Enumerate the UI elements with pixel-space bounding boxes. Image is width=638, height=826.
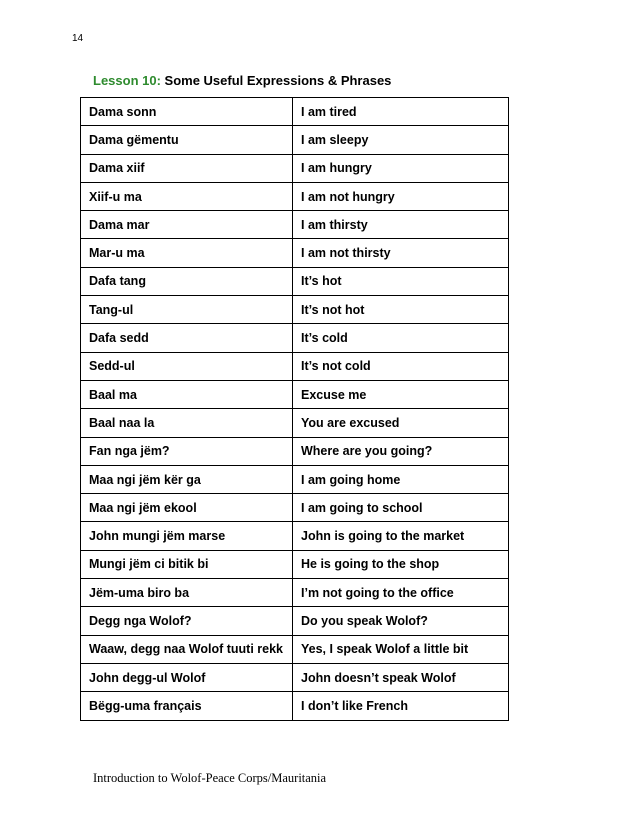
table-row <box>81 437 509 465</box>
wolof-phrase-cell: Maa ngi jëm kër ga <box>81 465 293 493</box>
english-translation-cell: John doesn’t speak Wolof <box>293 663 509 691</box>
english-translation-cell: It’s not hot <box>293 296 509 324</box>
wolof-phrase-cell: Bëgg-uma français <box>81 692 293 720</box>
table-row <box>81 296 509 324</box>
english-translation-cell: John is going to the market <box>293 522 509 550</box>
table-row <box>81 579 509 607</box>
wolof-phrase-cell: Mungi jëm ci bitik bi <box>81 550 293 578</box>
english-translation-cell: Yes, I speak Wolof a little bit <box>293 635 509 663</box>
table-row <box>81 692 509 720</box>
wolof-phrase-cell: Baal ma <box>81 380 293 408</box>
english-translation-cell: You are excused <box>293 409 509 437</box>
english-translation-cell: It’s hot <box>293 267 509 295</box>
table-row <box>81 380 509 408</box>
wolof-phrase-cell: Dafa tang <box>81 267 293 295</box>
table-row <box>81 663 509 691</box>
table-row <box>81 352 509 380</box>
table-row <box>81 607 509 635</box>
table-row <box>81 239 509 267</box>
english-translation-cell: I am going home <box>293 465 509 493</box>
english-translation-cell: I am tired <box>293 98 509 126</box>
table-row <box>81 409 509 437</box>
table-row <box>81 522 509 550</box>
english-translation-cell: I’m not going to the office <box>293 579 509 607</box>
table-row <box>81 465 509 493</box>
wolof-phrase-cell: Sedd-ul <box>81 352 293 380</box>
phrases-table <box>80 97 509 721</box>
english-translation-cell: It’s cold <box>293 324 509 352</box>
table-row <box>81 324 509 352</box>
wolof-phrase-cell: John mungi jëm marse <box>81 522 293 550</box>
wolof-phrase-cell: Dafa sedd <box>81 324 293 352</box>
english-translation-cell: I am hungry <box>293 154 509 182</box>
wolof-phrase-cell: Jëm-uma biro ba <box>81 579 293 607</box>
wolof-phrase-cell: Tang-ul <box>81 296 293 324</box>
wolof-phrase-cell: Degg nga Wolof? <box>81 607 293 635</box>
english-translation-cell: I don’t like French <box>293 692 509 720</box>
english-translation-cell: It’s not cold <box>293 352 509 380</box>
phrases-table-body <box>81 98 509 721</box>
wolof-phrase-cell: Baal naa la <box>81 409 293 437</box>
page-footer: Introduction to Wolof-Peace Corps/Mauritania <box>93 771 327 785</box>
lesson-title <box>93 73 391 88</box>
table-row <box>81 211 509 239</box>
wolof-phrase-cell: Waaw, degg naa Wolof tuuti rekk <box>81 635 293 663</box>
table-row <box>81 98 509 126</box>
page-number: 14 <box>72 33 84 44</box>
wolof-phrase-cell: Dama sonn <box>81 98 293 126</box>
table-row <box>81 550 509 578</box>
table-row <box>81 635 509 663</box>
wolof-phrase-cell: Maa ngi jëm ekool <box>81 494 293 522</box>
wolof-phrase-cell: Fan nga jëm? <box>81 437 293 465</box>
wolof-phrase-cell: Dama xiif <box>81 154 293 182</box>
english-translation-cell: Excuse me <box>293 380 509 408</box>
english-translation-cell: I am going to school <box>293 494 509 522</box>
table-row <box>81 154 509 182</box>
wolof-phrase-cell: Mar-u ma <box>81 239 293 267</box>
english-translation-cell: Where are you going? <box>293 437 509 465</box>
wolof-phrase-cell: Dama gëmentu <box>81 126 293 154</box>
wolof-phrase-cell: Xiif-u ma <box>81 182 293 210</box>
english-translation-cell: Do you speak Wolof? <box>293 607 509 635</box>
wolof-phrase-cell: John degg-ul Wolof <box>81 663 293 691</box>
english-translation-cell: He is going to the shop <box>293 550 509 578</box>
english-translation-cell: I am not hungry <box>293 182 509 210</box>
wolof-phrase-cell: Dama mar <box>81 211 293 239</box>
english-translation-cell: I am sleepy <box>293 126 509 154</box>
lesson-label: Lesson 10: <box>93 73 161 88</box>
table-row <box>81 494 509 522</box>
table-row <box>81 267 509 295</box>
lesson-heading: Some Useful Expressions & Phrases <box>160 73 392 88</box>
english-translation-cell: I am not thirsty <box>293 239 509 267</box>
table-row <box>81 182 509 210</box>
table-row <box>81 126 509 154</box>
english-translation-cell: I am thirsty <box>293 211 509 239</box>
